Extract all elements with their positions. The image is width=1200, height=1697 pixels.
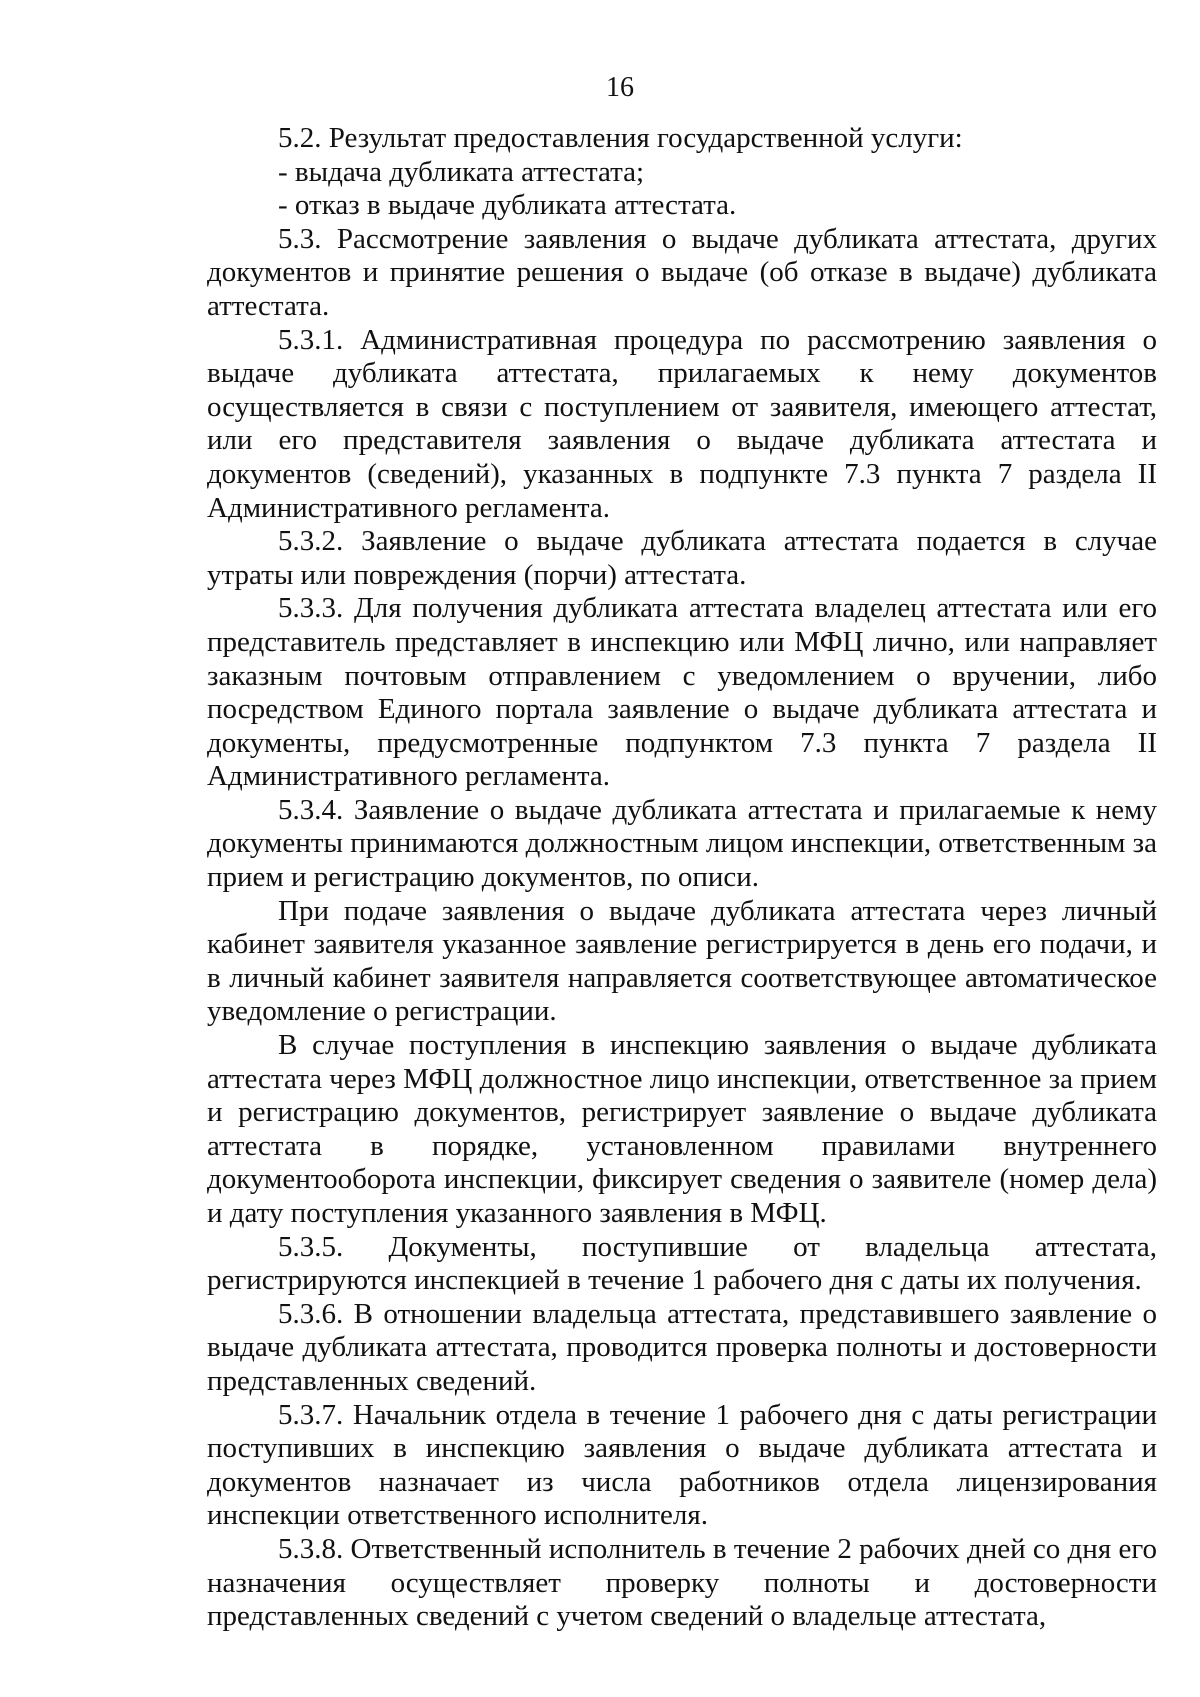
paragraph: 5.3.6. В отношении владельца аттестата, представившего заявление о выдаче дубликата аттестата, проводится проверка полноты и достоверности представленных сведений.	[207, 1297, 1157, 1397]
paragraph: 5.3.4. Заявление о выдаче дубликата аттестата и прилагаемые к нему документы принимаются должностным лицом инспекции, ответственным за прием и регистрацию документов, по описи.	[207, 793, 1157, 894]
paragraph: 5.3. Рассмотрение заявления о выдаче дубликата аттестата, других документов и принятие решения о выдаче (об отказе в выдаче) дубликата аттестата.	[207, 222, 1157, 322]
paragraph: При подаче заявления о выдаче дубликата аттестата через личный кабинет заявителя указанное заявление регистрируется в день его подачи, и в личный кабинет заявителя направляется соответствующее автоматическое уведомление о регистрации.	[207, 894, 1157, 1028]
paragraph: 5.3.1. Административная процедура по рассмотрению заявления о выдаче дубликата аттестата, прилагаемых к нему документов осуществляется в связи с поступлением от заявителя, имеющего аттестат, или его представителя заявления о выдаче дубликата аттестата и документов (сведений), указанных в подпункте 7.3 пункта 7 раздела II Административного регламента.	[207, 323, 1157, 524]
page-number: 16	[606, 72, 634, 103]
paragraph-last: 5.3.8. Ответственный исполнитель в течение 2 рабочих дней со дня его назначения осуществляет проверку полноты и достоверности представленных сведений с учетом сведений о владельце аттестата,	[207, 1532, 1157, 1633]
document-body	[207, 122, 1157, 1634]
list-item: - отказ в выдаче дубликата аттестата.	[278, 189, 737, 222]
paragraph: 5.3.5. Документы, поступившие от владельца аттестата, регистрируются инспекцией в течение 1 рабочего дня с даты их получения.	[207, 1230, 1157, 1297]
paragraph: 5.3.2. Заявление о выдаче дубликата аттестата подается в случае утраты или повреждения (порчи) аттестата.	[207, 525, 1157, 591]
paragraph: 5.2. Результат предоставления государственной услуги:	[278, 122, 963, 154]
paragraph: 5.3.7. Начальник отдела в течение 1 рабочего дня с даты регистрации поступивших в инспекцию заявления о выдаче дубликата аттестата и документов назначает из числа работников отдела лицензирования инспекции ответственного исполнителя.	[207, 1398, 1157, 1532]
list-item: - выдача дубликата аттестата;	[278, 155, 645, 188]
paragraph: 5.3.3. Для получения дубликата аттестата владелец аттестата или его представитель представляет в инспекцию или МФЦ лично, или направляет заказным почтовым отправлением с уведомлением о вручении, либо посредством Единого портала заявление о выдаче дубликата аттестата и документы, предусмотренные подпунктом 7.3 пункта 7 раздела II Административного регламента.	[207, 592, 1157, 793]
paragraph: В случае поступления в инспекцию заявления о выдаче дубликата аттестата через МФЦ должностное лицо инспекции, ответственное за прием и регистрацию документов, регистрирует заявление о выдаче дубликата аттестата в порядке, установленном правилами внутреннего документооборота инспекции, фиксирует сведения о заявителе (номер дела) и дату поступления указанного заявления в МФЦ.	[207, 1029, 1158, 1229]
